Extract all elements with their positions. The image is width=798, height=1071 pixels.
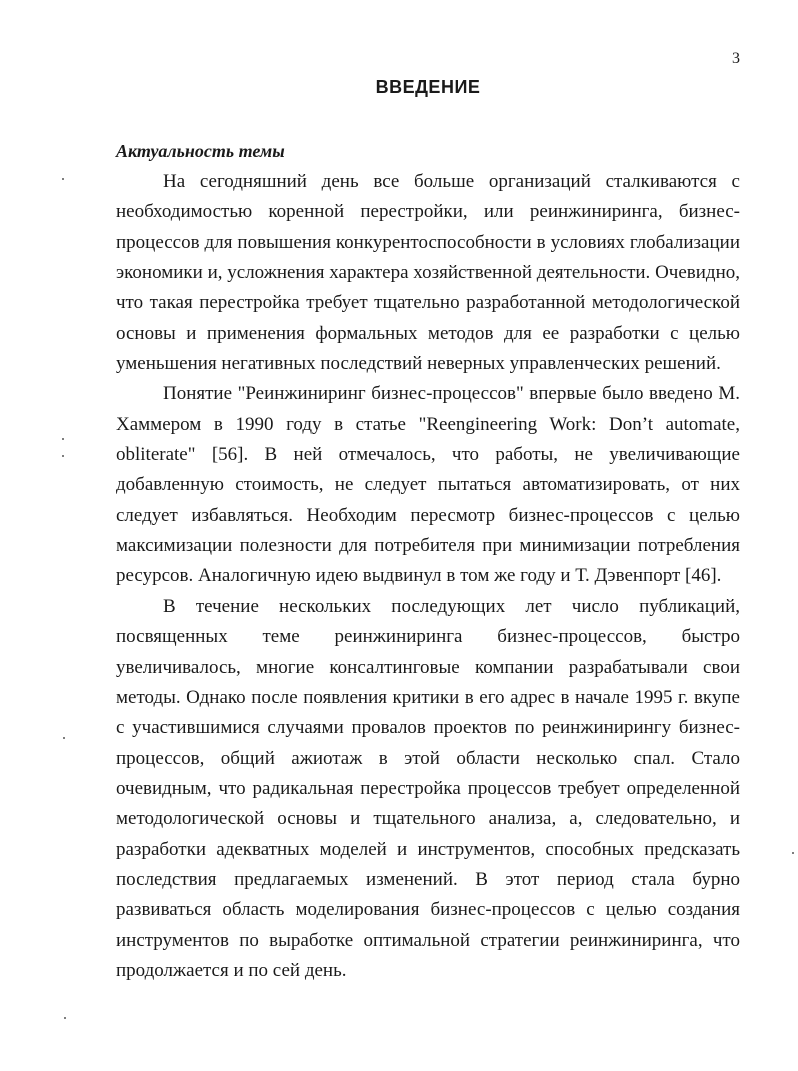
paragraph: Понятие "Реинжиниринг бизнес-процессов" впервые было введено М. Хаммером в 1990 году в статье "Reengineering Work: Don’t automate, obliterate" [56]. В ней отмечалось, что работы, не увеличивающие добавленную стоимость, не следует пытаться автоматизировать, от них следует избавляться. Необходим пересмотр бизнес-процессов с целью максимизации полезности для потребителя при минимизации потребления ресурсов. Аналогичную идею выдвинул в том же году и Т. Дэвенпорт [46].: [116, 383, 740, 587]
scan-speck: [64, 1017, 66, 1019]
body-text: [116, 167, 740, 986]
scan-speck: [63, 737, 65, 739]
scan-speck: [792, 852, 794, 854]
page-title: ВВЕДЕНИЕ: [375, 77, 481, 97]
scan-speck: [62, 455, 64, 457]
paragraph: На сегодняшний день все больше организаций сталкиваются с необходимостью коренной перестройки, или реинжиниринга, бизнес-процессов для повышения конкурентоспособности в условиях глобализации экономики и, усложнения характера хозяйственной деятельности. Очевидно, что такая перестройка требует тщательно разработанной методологической основы и применения формальных методов для ее разработки с целью уменьшения негативных последствий неверных управленческих решений.: [116, 171, 740, 375]
page-number: 3: [732, 50, 740, 67]
scan-speck: [62, 178, 64, 180]
scan-speck: [62, 438, 64, 440]
section-subheading: Актуальность темы: [116, 141, 285, 161]
paragraph: В течение нескольких последующих лет число публикаций, посвященных теме реинжиниринга бизнес-процессов, быстро увеличивалось, многие консалтинговые компании разрабатывали свои методы. Однако после появления критики в его адрес в начале 1995 г. вкупе с участившимися случаями провалов проектов по реинжинирингу бизнес-процессов, общий ажиотаж в этой области несколько спал. Стало очевидным, что радикальная перестройка процессов требует определенной методологической основы и тщательного анализа, а, следовательно, и разработки адекватных моделей и инструментов, способных предсказать последствия предлагаемых изменений. В этот период стала бурно развиваться область моделирования бизнес-процессов с целью создания инструментов по выработке оптимальной стратегии реинжиниринга, что продолжается и по сей день.: [116, 595, 740, 981]
